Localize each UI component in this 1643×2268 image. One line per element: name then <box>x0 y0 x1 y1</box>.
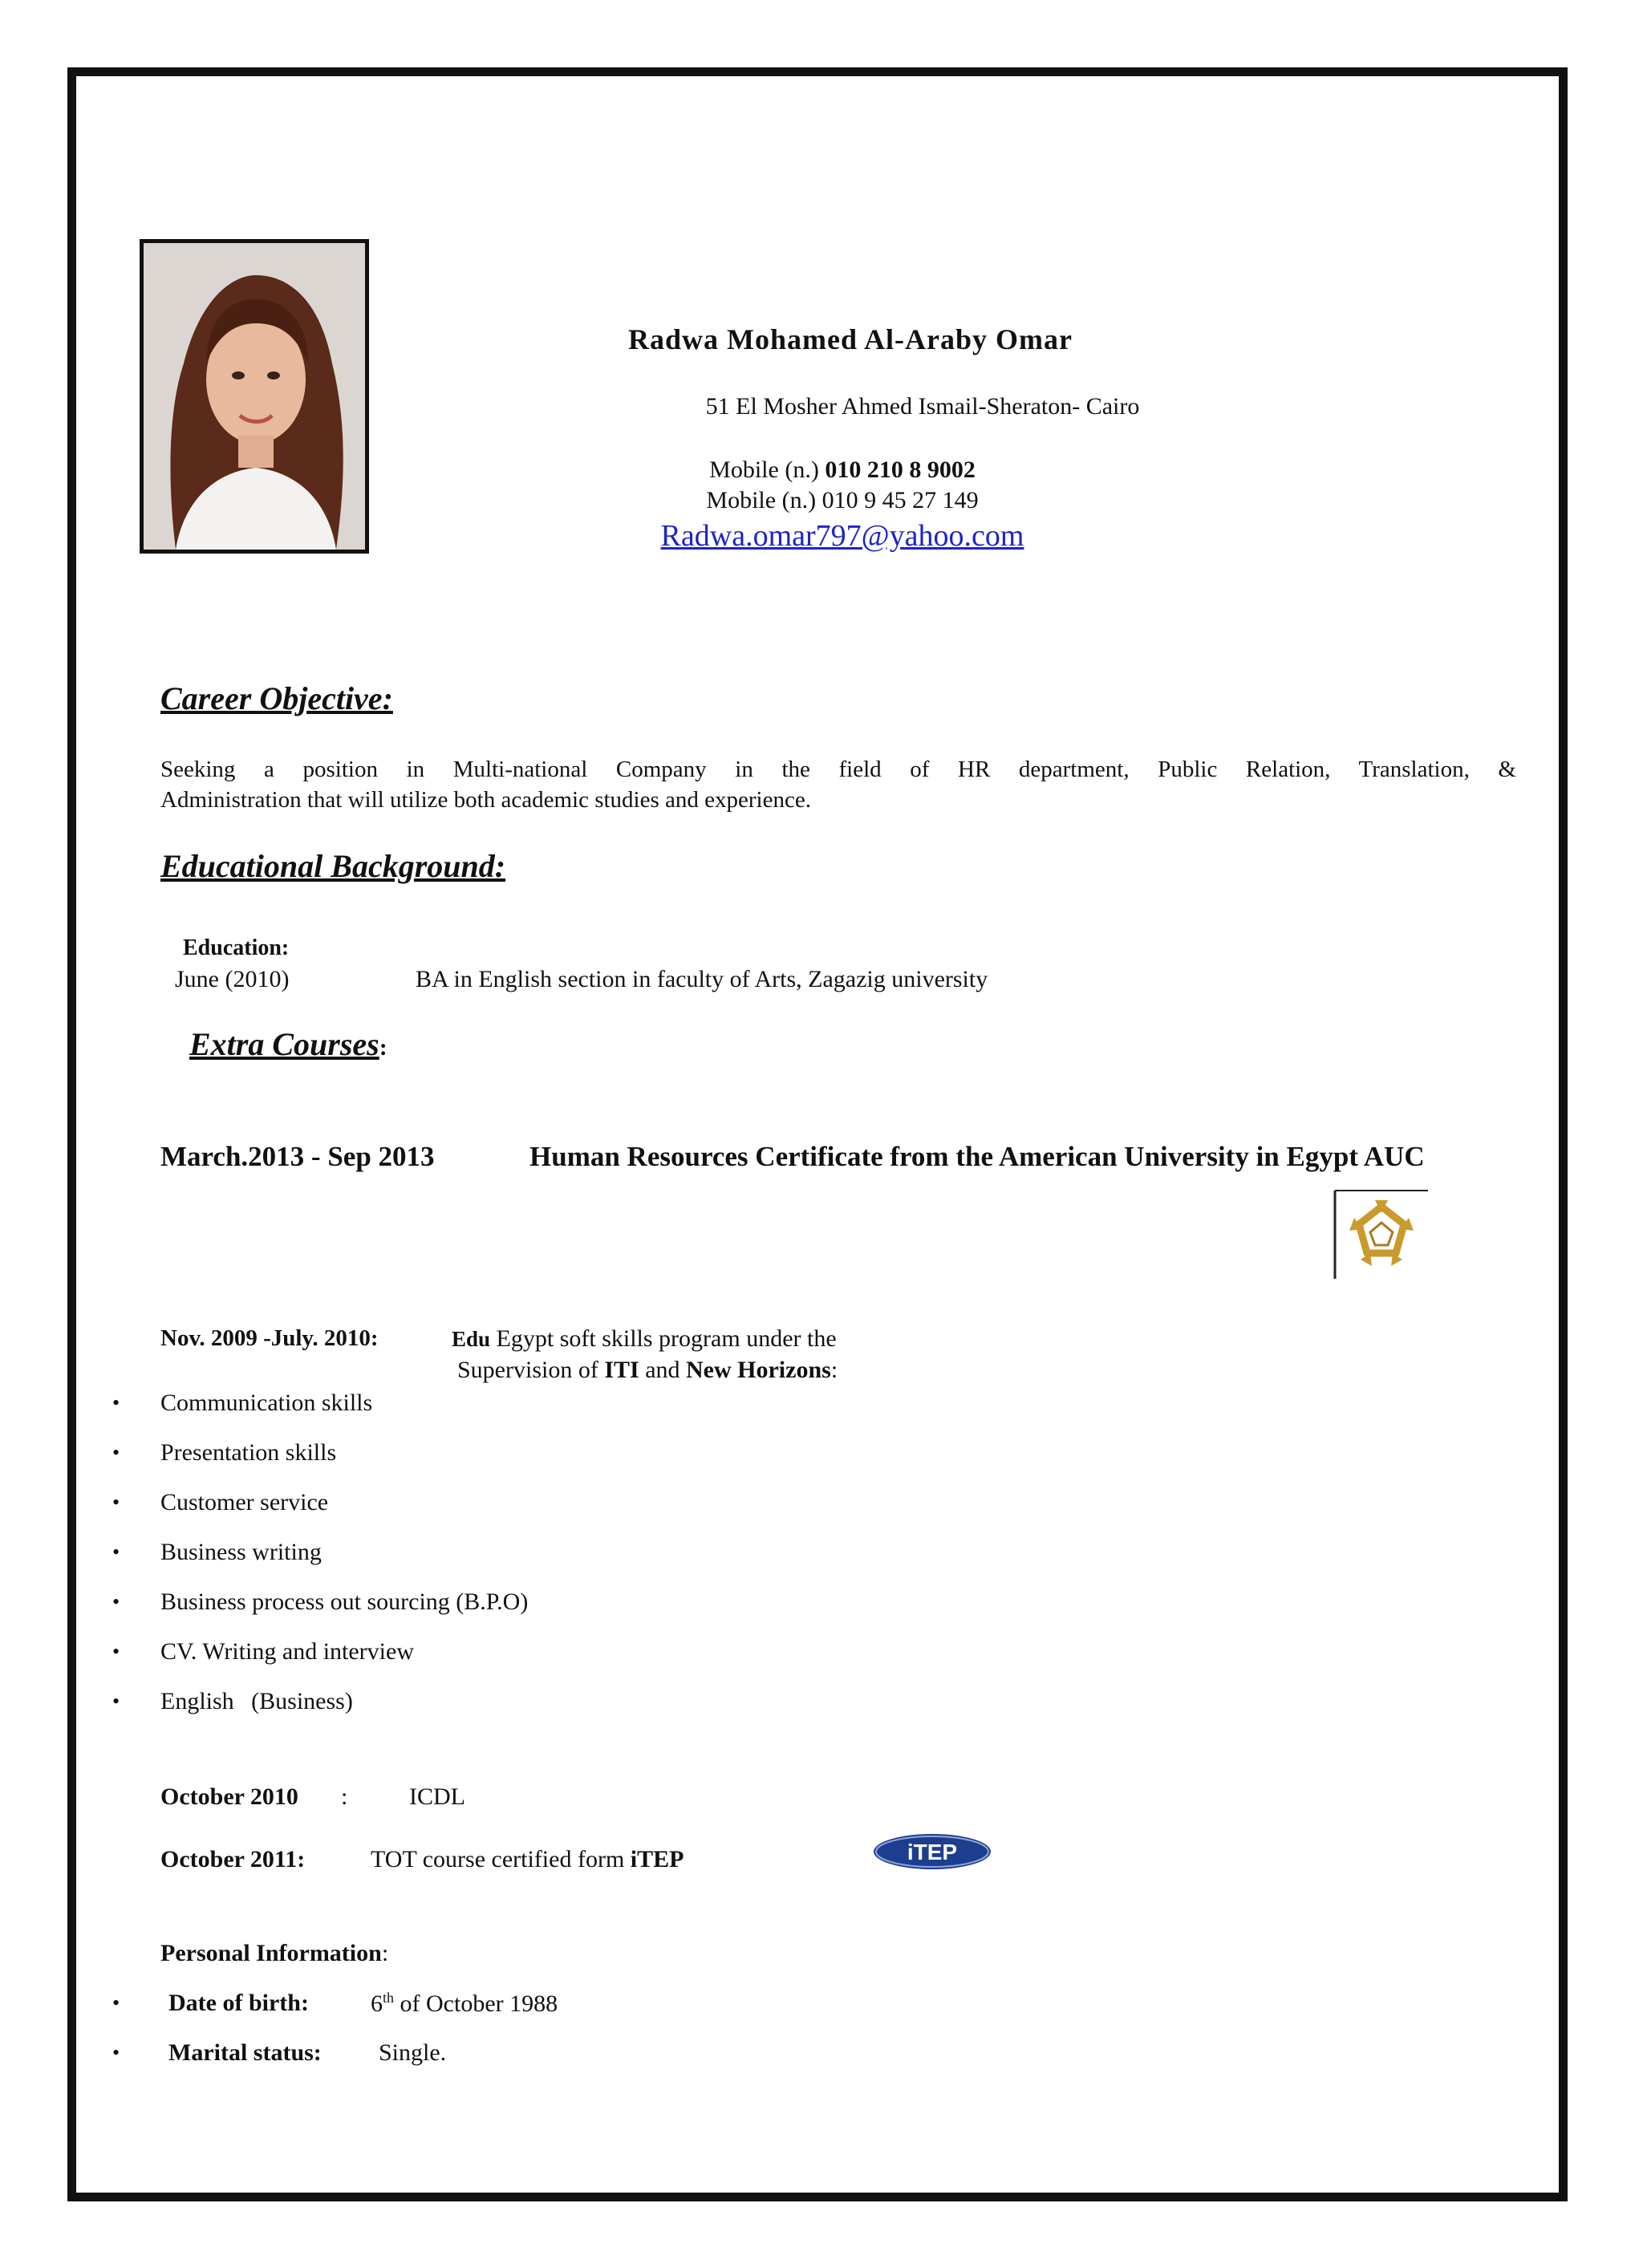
auc-course-date: March.2013 - Sep 2013 <box>160 1141 435 1172</box>
mobile-number-secondary: 010 9 45 27 149 <box>822 487 979 513</box>
and-label: and <box>645 1357 680 1383</box>
bullet-icon: • <box>112 1391 120 1414</box>
bullet-icon: • <box>112 1690 120 1713</box>
marital-value: Single. <box>379 2039 447 2066</box>
tot-text <box>371 1846 684 1873</box>
career-objective-heading: Career Objective: <box>160 680 393 716</box>
bullet-icon: • <box>112 1590 120 1613</box>
extra-courses-colon: : <box>379 1034 387 1061</box>
list-item: Business process out sourcing (B.P.O) <box>160 1588 529 1615</box>
dob-value <box>371 1990 558 2018</box>
list-item: Business writing <box>160 1539 322 1565</box>
profile-photo-icon <box>144 243 365 550</box>
edu-egypt-line2 <box>457 1357 838 1384</box>
bullet-icon: • <box>112 1491 120 1514</box>
education-heading: Educational Background: <box>160 848 506 884</box>
auc-logo-icon <box>1333 1189 1430 1279</box>
list-item: English (Business) <box>160 1688 353 1714</box>
icdl-title: ICDL <box>409 1783 465 1810</box>
bullet-icon: • <box>112 1991 120 2014</box>
mobile-label: Mobile (n.) <box>709 456 819 483</box>
personal-info-title: Personal Information <box>160 1940 382 1966</box>
dob-suffix: th <box>383 1990 395 2006</box>
list-item: Communication skills <box>160 1390 373 1416</box>
personal-info-heading <box>160 1940 388 1967</box>
mobile-secondary <box>562 487 1123 514</box>
new-horizons-label: New Horizons <box>686 1357 831 1383</box>
itep-logo-icon <box>872 1832 992 1872</box>
candidate-name: Radwa Mohamed Al-Araby Omar <box>628 323 1073 355</box>
mobile-primary <box>562 456 1123 484</box>
bullet-icon: • <box>112 1441 120 1464</box>
dob-day: 6 <box>371 1990 383 2017</box>
email-link[interactable]: Radwa.omar797@yahoo.com <box>660 519 1024 553</box>
icdl-date: October 2010 <box>160 1783 298 1810</box>
edu-egypt-supervision: Supervision of <box>457 1357 598 1383</box>
personal-info-colon: : <box>381 1940 389 1966</box>
extra-courses-heading <box>160 1025 387 1063</box>
auc-course-title: Human Resources Certificate from the American University in Egypt AUC <box>529 1141 1425 1172</box>
tot-date: October 2011: <box>160 1846 306 1872</box>
bullet-icon: • <box>112 1640 120 1663</box>
list-item: Presentation skills <box>160 1439 337 1466</box>
profile-photo <box>140 239 369 554</box>
list-item: CV. Writing and interview <box>160 1638 414 1665</box>
tot-description: TOT course certified form <box>371 1846 625 1872</box>
itep-logo-text: iTEP <box>907 1840 958 1864</box>
mobile-label: Mobile (n.) <box>706 487 817 513</box>
edu-egypt-text1: Egypt soft skills program under the <box>496 1325 837 1352</box>
bullet-icon: • <box>112 1540 120 1564</box>
dob-label: Date of birth: <box>168 1990 309 2016</box>
iti-label: ITI <box>604 1357 639 1383</box>
career-objective-text <box>160 754 1516 815</box>
list-item: Customer service <box>160 1489 329 1515</box>
education-date: June (2010) <box>175 966 290 992</box>
dob-rest: of October 1988 <box>400 1990 558 2017</box>
edu-prefix: Edu <box>452 1327 491 1351</box>
education-label: Education: <box>183 935 290 960</box>
itep-brand: iTEP <box>630 1846 684 1872</box>
bullet-icon: • <box>112 2041 120 2064</box>
extra-courses-title: Extra Courses <box>189 1026 379 1062</box>
education-detail: BA in English section in faculty of Arts, Zagazig university <box>416 966 988 992</box>
marital-label: Marital status: <box>168 2039 322 2066</box>
edu-egypt-date: Nov. 2009 -July. 2010: <box>160 1325 379 1351</box>
mobile-number-primary: 010 210 8 9002 <box>825 456 976 483</box>
objective-line-2: Administration that will utilize both academic studies and experience. <box>160 787 811 813</box>
edu-egypt-colon: : <box>830 1357 838 1383</box>
icdl-colon: : <box>341 1783 348 1810</box>
objective-line-1: Seeking a position in Multi-national Company in the field of HR department, Public Relation, Translation, & <box>160 757 1516 782</box>
edu-egypt-line1 <box>452 1325 837 1353</box>
address: 51 El Mosher Ahmed Ismail-Sheraton- Cairo <box>705 393 1140 420</box>
